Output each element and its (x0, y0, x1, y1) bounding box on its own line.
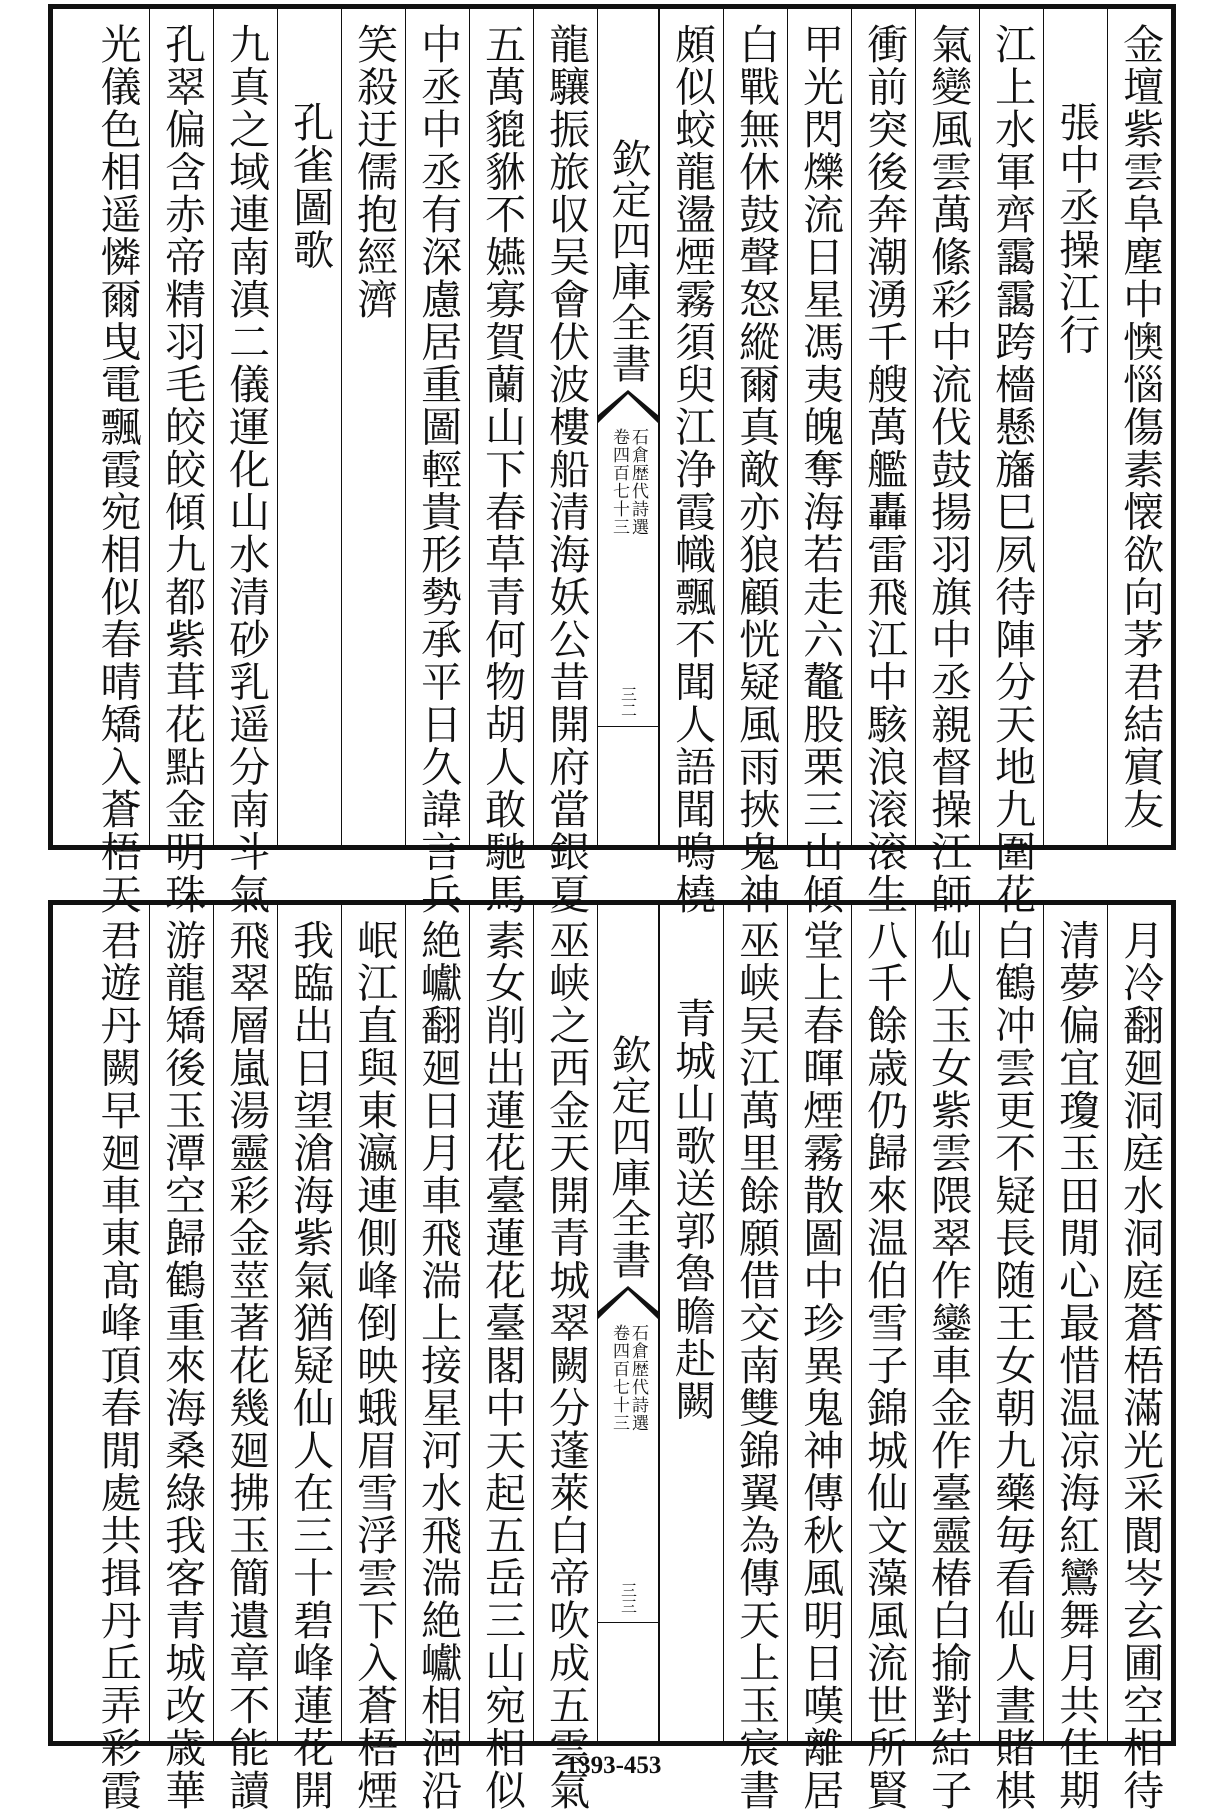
text-column (277, 905, 341, 1812)
text-column (851, 9, 915, 916)
verse-line: 甲光閃爍流日星馮夷魄奪海若走六鼇股栗三山傾 (796, 23, 845, 916)
verse-line: 九真之域連南滇二儀運化山水清砂乳遥分南斗氣 (222, 23, 271, 916)
verse-line: 絶巘翻廻日月車飛湍上接星河水飛湍絶巘相洄沿 (414, 919, 463, 1812)
verse-line: 清夢偏宜瓊玉田閒心最惜温凉海紅鸞舞月共佳期 (1052, 919, 1101, 1812)
spine-page-number: 三三 (618, 1581, 638, 1614)
verse-line: 游龍矯後玉潭空歸鶴重來海桑綠我客青城改歳華 (158, 919, 207, 1812)
verse-line: 岷江直與東瀛連側峰倒映蛾眉雪浮雲下入蒼梧煙 (350, 919, 399, 1812)
text-column (469, 9, 533, 916)
text-column (277, 9, 341, 845)
verse-line: 五萬貔貅不嬿寡賀蘭山下春草青何物胡人敢馳馬 (478, 23, 527, 916)
text-column (915, 9, 979, 916)
spine-divider (597, 1622, 659, 1623)
text-column (341, 905, 405, 1812)
verse-line: 仙人玉女紫雲隈翠作鑾車金作臺靈椿白揄對結子 (924, 919, 973, 1812)
verse-line: 君遊丹闕早廻車東髙峰頂春閒處共揖丹丘弄彩霞 (93, 919, 142, 1812)
verse-line: 光儀色相遥憐爾曳電飄霞宛相似春晴矯入蒼梧天 (93, 23, 142, 916)
text-column (213, 9, 277, 916)
text-column (915, 905, 979, 1812)
spine-collection-name: 石倉歴代詩選 (628, 1323, 648, 1432)
spine-title: 欽定四庫全書 (605, 1033, 651, 1280)
book-spine (597, 9, 659, 845)
text-column (659, 9, 723, 916)
text-column (1107, 9, 1171, 845)
text-column (149, 9, 213, 916)
spine-title: 欽定四庫全書 (605, 137, 651, 384)
verse-line: 飛翠層嵐湯靈彩金莖著花幾廻拂玉簡遺章不能讀 (222, 919, 271, 1812)
spine-divider (597, 726, 659, 727)
verse-line: 素女削出蓮花臺蓮花臺閣中天起五岳三山宛相似 (478, 919, 527, 1812)
verse-line: 八千餘歳仍歸來温伯雪子錦城仙文藻風流世所賢 (860, 919, 909, 1812)
text-column (405, 905, 469, 1812)
text-column (213, 905, 277, 1812)
text-column (723, 9, 787, 916)
verse-line: 笑殺迂儒抱經濟 (350, 23, 399, 321)
spine-subtitle (610, 1324, 646, 1432)
text-column (851, 905, 915, 1812)
verse-line: 白鶴冲雲更不疑長随王女朝九藥毎看仙人晝賭棋 (988, 919, 1037, 1812)
verse-line: 金壇紫雲阜塵中懊惱傷素懐欲向茅君結賔友 (1116, 23, 1165, 831)
page-number: 1393-453 (565, 1752, 662, 1779)
top-page-panel (48, 4, 1176, 916)
text-column (1043, 9, 1107, 845)
text-column (787, 9, 851, 916)
text-column (1107, 905, 1171, 1812)
text-column (979, 9, 1043, 916)
verse-line: 頗似蛟龍盪煙霧須臾江浄霞幟飄不聞人語聞鳴橈 (668, 23, 717, 916)
poem-title: 青城山歌送郭魯瞻赴闕 (668, 997, 717, 1422)
text-column (787, 905, 851, 1812)
fishtail-mark-icon (597, 390, 659, 424)
text-column (85, 9, 149, 916)
text-column (979, 905, 1043, 1812)
spine-volume-number: 卷四百七十三 (609, 1323, 629, 1432)
top-columns (53, 9, 1171, 916)
verse-line: 白戰無休鼓聲怒縱爾真敵亦狼顧恍疑風雨挾鬼神 (732, 23, 781, 916)
verse-line: 衝前突後奔潮湧千艘萬艦轟雷飛江中駭浪滚滚生 (860, 23, 909, 916)
text-column (659, 905, 723, 1741)
poem-title: 張中丞操江行 (1052, 101, 1101, 356)
poem-title: 孔雀圖歌 (286, 101, 335, 271)
verse-line: 龍驤振旅収吴會伏波樓船清海妖公昔開府當銀夏 (542, 23, 591, 916)
verse-line: 我臨出日望滄海紫氣猶疑仙人在三十碧峰蓮花開 (286, 919, 335, 1812)
verse-line: 江上水軍齊靄靄跨檣懸旛巳夙待陣分天地九圍花 (988, 23, 1037, 916)
verse-line: 堂上春暉煙霧散圖中珍異鬼神傳秋風明日嘆離居 (796, 919, 845, 1812)
verse-line: 孔翠偏含赤帝精羽毛皎皎傾九都紫茸花點金明珠 (158, 23, 207, 916)
text-column (533, 9, 597, 916)
text-column (85, 905, 149, 1812)
spine-page-number: 三二 (618, 685, 638, 718)
spine-volume-number: 卷四百七十三 (609, 427, 629, 536)
text-column (533, 905, 597, 1812)
verse-line: 中丞中丞有深慮居重圖輕貴形勢承平日久諱言兵 (414, 23, 463, 916)
text-column (469, 905, 533, 1812)
text-column (1043, 905, 1107, 1812)
text-column (405, 9, 469, 916)
spine-collection-name: 石倉歴代詩選 (628, 427, 648, 536)
verse-line: 巫峡吴江萬里餘願借交南雙錦翼為傳天上玉宸書 (732, 919, 781, 1812)
text-column (341, 9, 405, 845)
verse-line: 氣變風雲萬絛彩中流伐鼓揚羽旗中丞親督操江師 (924, 23, 973, 916)
text-column (723, 905, 787, 1812)
verse-line: 月冷翻廻洞庭水洞庭蒼梧滿光采閬岑玄圃空相待 (1116, 919, 1165, 1812)
verse-line: 巫峡之西金天開青城翠闕分蓬萊白帝吹成五雲氣 (542, 919, 591, 1812)
book-spine (597, 905, 659, 1741)
spine-subtitle (610, 428, 646, 536)
fishtail-mark-icon (597, 1286, 659, 1320)
text-column (149, 905, 213, 1812)
